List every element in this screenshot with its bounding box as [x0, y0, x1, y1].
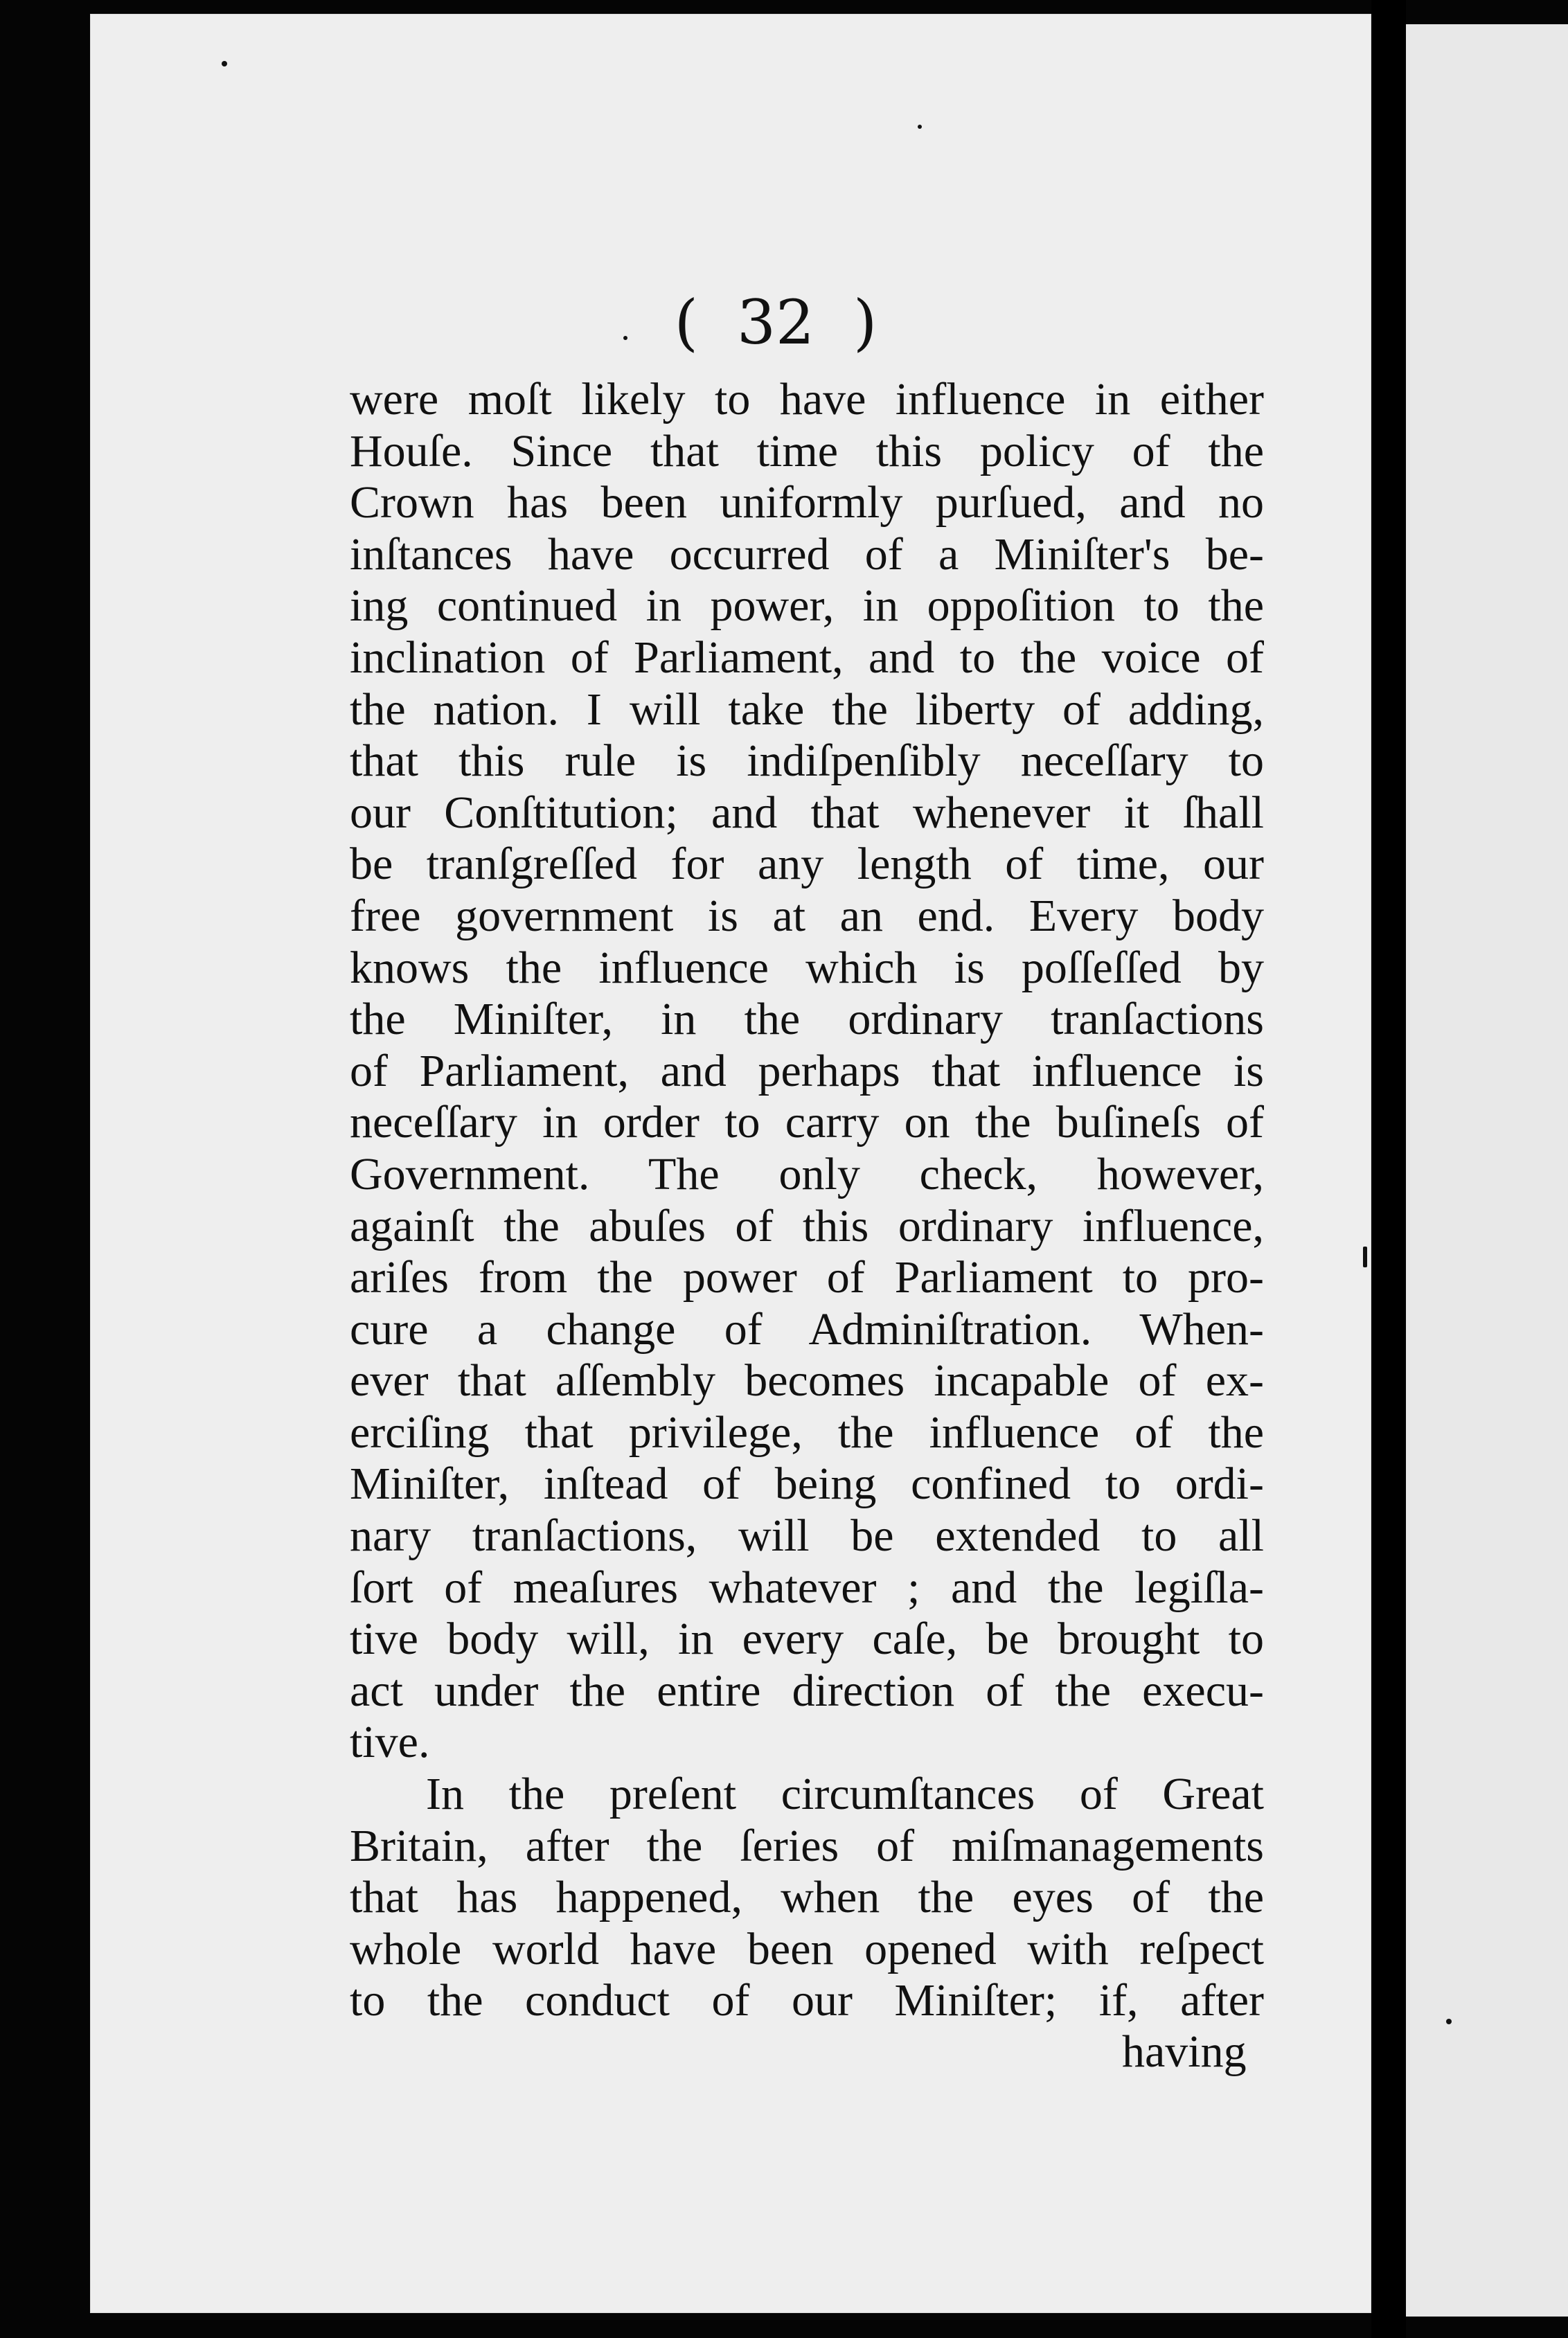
ink-speck: [1446, 2019, 1452, 2024]
ink-speck: [918, 125, 922, 129]
text-line: againſt the abuſes of this ordinary influence,: [350, 1200, 1264, 1251]
text-line: that this rule is indiſpenſibly neceſſary to: [350, 735, 1264, 787]
text-line: ever that aſſembly becomes incapable of ex-: [350, 1355, 1264, 1407]
text-line: tive body will, in every caſe, be brought to: [350, 1614, 1264, 1665]
text-line: were moſt likely to have influence in either: [350, 374, 1264, 425]
text-line: nary tranſactions, will be extended to all: [350, 1510, 1264, 1562]
text-line: inſtances have occurred of a Miniſter's be-: [350, 528, 1264, 580]
open-paren: (: [674, 286, 698, 358]
text-line: cure a change of Adminiſtration. When-: [350, 1303, 1264, 1355]
page-header: [651, 284, 900, 360]
text-line: Britain, after the ſeries of miſmanagements: [350, 1820, 1264, 1871]
text-line: knows the influence which is poſſeſſed by: [350, 942, 1264, 993]
ink-speck: [1363, 1247, 1367, 1267]
text-line: ing continued in power, in oppoſition to the: [350, 580, 1264, 632]
close-paren: ): [853, 286, 877, 358]
text-line: ſort of meaſures whatever ; and the legiſla-: [350, 1562, 1264, 1613]
text-line: act under the entire direction of the execu-: [350, 1665, 1264, 1716]
text-line: free government is at an end. Every body: [350, 890, 1264, 941]
text-line: whole world have been opened with reſpect: [350, 1923, 1264, 1974]
text-line: of Parliament, and perhaps that influence is: [350, 1045, 1264, 1096]
text-line: Government. The only check, however,: [350, 1148, 1264, 1199]
text-line: erciſing that privilege, the influence of the: [350, 1407, 1264, 1458]
text-line: to the conduct of our Miniſter; if, after: [350, 1975, 1264, 2026]
text-line: tive.: [350, 1717, 430, 1768]
text-line: neceſſary in order to carry on the buſineſs of: [350, 1097, 1264, 1148]
text-line: that has happened, when the eyes of the: [350, 1872, 1264, 1923]
text-line: ariſes from the power of Parliament to pro-: [350, 1252, 1264, 1303]
ink-speck: [623, 336, 627, 340]
body-text: [350, 374, 1264, 2027]
text-line: the nation. I will take the liberty of adding,: [350, 684, 1264, 735]
text-line: Crown has been uniformly purſued, and no: [350, 477, 1264, 528]
catchword: having: [1122, 2026, 1247, 2077]
text-line: Houſe. Since that time this policy of the: [350, 425, 1264, 476]
text-line: inclination of Parliament, and to the voice of: [350, 632, 1264, 683]
page-number: 32: [737, 286, 814, 358]
facing-page-edge: [1406, 24, 1568, 2317]
text-line: our Conſtitution; and that whenever it ſhall: [350, 787, 1264, 838]
text-line: Miniſter, inſtead of being confined to ordi-: [350, 1458, 1264, 1510]
text-line: be tranſgreſſed for any length of time, our: [350, 839, 1264, 890]
paragraph-start-line: In the preſent circumſtances of Great: [426, 1769, 1264, 1820]
ink-speck: [222, 61, 227, 66]
binding-gutter: [1371, 0, 1406, 2338]
text-line: the Miniſter, in the ordinary tranſactions: [350, 994, 1264, 1045]
